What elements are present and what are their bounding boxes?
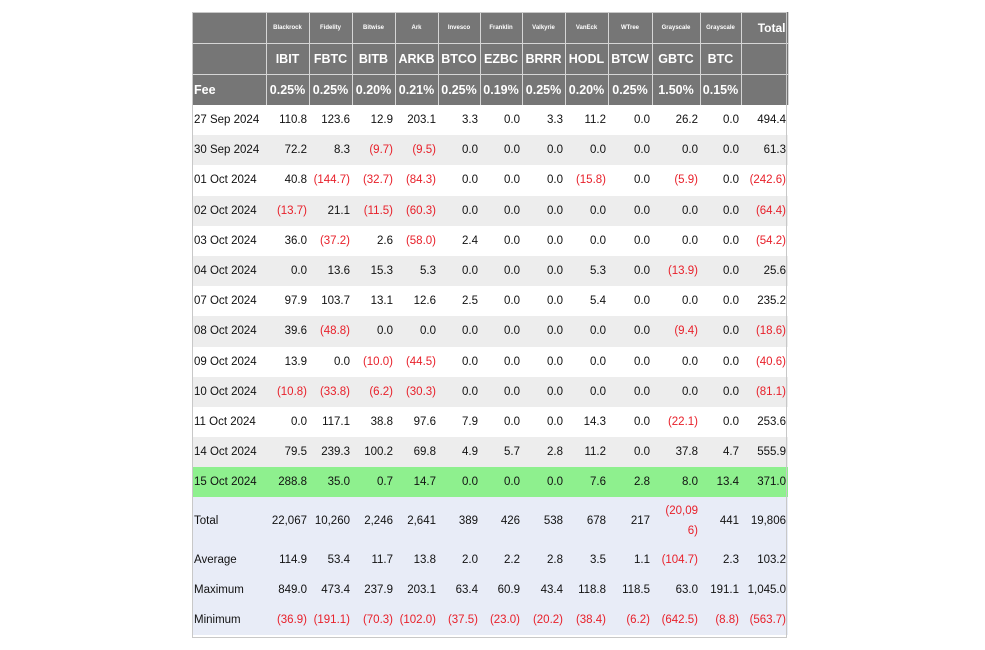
flow-cell: 12.6 [395,286,438,316]
provider-cell: Valkyrie [522,12,565,44]
date-cell: 04 Oct 2024 [192,256,266,286]
flow-cell: 0.0 [700,135,741,165]
flow-cell: 14.7 [395,467,438,497]
provider-cell: Grayscale [652,12,700,44]
row-total-cell: 494.4 [741,105,788,135]
stat-cell: 1,045.0 [741,575,788,605]
flow-cell: 0.0 [480,407,522,437]
flow-cell: 0.0 [438,467,480,497]
row-total-cell: (64.4) [741,196,788,226]
stat-cell: 3.5 [565,545,608,575]
date-cell: 30 Sep 2024 [192,135,266,165]
stat-cell: (70.3) [352,605,395,635]
fee-cell: 0.25% [309,75,352,106]
table-row [192,105,788,135]
flow-cell: 97.6 [395,407,438,437]
ticker-cell: BRRR [522,44,565,75]
flow-cell: 0.0 [522,196,565,226]
ticker-corner-cell [192,44,266,75]
stat-cell: (37.5) [438,605,480,635]
flow-cell: (22.1) [652,407,700,437]
flow-cell: 0.0 [700,256,741,286]
fee-cell: 0.15% [700,75,741,106]
stat-cell: (8.8) [700,605,741,635]
provider-cell: Invesco [438,12,480,44]
flow-cell: 0.0 [522,407,565,437]
flow-cell: 0.0 [700,286,741,316]
date-cell: 07 Oct 2024 [192,286,266,316]
flow-cell: 36.0 [266,226,309,256]
corner-cell [192,12,266,44]
flow-cell: (144.7) [309,165,352,195]
table-row [192,196,788,226]
flow-cell: 3.3 [438,105,480,135]
total-header: Total [741,12,788,44]
flow-cell: (32.7) [352,165,395,195]
row-total-cell: (81.1) [741,377,788,407]
flow-cell: (11.5) [352,196,395,226]
ticker-cell: HODL [565,44,608,75]
stat-cell: (36.9) [266,605,309,635]
date-cell: 10 Oct 2024 [192,377,266,407]
row-total-cell: 371.0 [741,467,788,497]
flow-cell: 0.0 [266,256,309,286]
fee-cell: 0.19% [480,75,522,106]
flow-cell: 0.0 [608,377,652,407]
flow-cell: 0.0 [700,165,741,195]
fee-header-row [192,75,788,106]
flow-cell: 2.8 [522,437,565,467]
fee-cell: 1.50% [652,75,700,106]
fee-cell: 0.20% [565,75,608,106]
flow-cell: 0.0 [700,316,741,346]
date-cell: 11 Oct 2024 [192,407,266,437]
flow-cell: 0.0 [608,226,652,256]
flow-cell: (30.3) [395,377,438,407]
stat-cell: (23.0) [480,605,522,635]
flow-cell: 0.0 [438,135,480,165]
flow-cell: 4.7 [700,437,741,467]
date-cell: 09 Oct 2024 [192,347,266,377]
ticker-header-row [192,44,788,75]
flow-cell: 100.2 [352,437,395,467]
flow-cell: 13.4 [700,467,741,497]
ticker-total-cell [741,44,788,75]
table-row [192,347,788,377]
provider-header-row [192,12,788,44]
ticker-cell: IBIT [266,44,309,75]
flow-cell: 13.9 [266,347,309,377]
date-cell: 08 Oct 2024 [192,316,266,346]
flow-cell: 0.0 [652,347,700,377]
row-total-cell: 235.2 [741,286,788,316]
stat-cell: 237.9 [352,575,395,605]
flow-cell: 0.0 [608,196,652,226]
ticker-cell: BTCO [438,44,480,75]
flow-cell: (58.0) [395,226,438,256]
flow-cell: 13.6 [309,256,352,286]
stat-cell: 19,806 [741,497,788,545]
stat-cell: 10,260 [309,497,352,545]
flow-cell: 0.0 [522,467,565,497]
fee-cell: 0.25% [438,75,480,106]
table-row [192,437,788,467]
flow-cell: 0.0 [522,377,565,407]
flow-cell: 0.0 [480,256,522,286]
flow-cell: 288.8 [266,467,309,497]
flow-cell: 0.0 [700,196,741,226]
flow-cell: 110.8 [266,105,309,135]
ticker-cell: ARKB [395,44,438,75]
flow-cell: (13.9) [652,256,700,286]
stat-cell: 13.8 [395,545,438,575]
table-row [192,316,788,346]
stat-cell: (191.1) [309,605,352,635]
flow-cell: 0.0 [565,377,608,407]
table-row [192,286,788,316]
table-row [192,165,788,195]
flow-cell: 0.0 [652,377,700,407]
row-total-cell: 61.3 [741,135,788,165]
stat-row-total [192,497,788,545]
flow-cell: 0.0 [438,256,480,286]
flow-cell: 0.0 [522,226,565,256]
stat-cell: 473.4 [309,575,352,605]
flow-cell: 15.3 [352,256,395,286]
table-row [192,135,788,165]
stat-cell: 2.2 [480,545,522,575]
flow-cell: 0.0 [608,256,652,286]
etf-flow-table [192,12,789,635]
flow-cell: 11.2 [565,105,608,135]
ticker-cell: GBTC [652,44,700,75]
stat-row-average [192,545,788,575]
flow-cell: (48.8) [309,316,352,346]
stat-cell: 1.1 [608,545,652,575]
flow-cell: 0.0 [608,165,652,195]
flow-cell: 0.0 [480,135,522,165]
stat-cell: 103.2 [741,545,788,575]
stat-cell: (20.2) [522,605,565,635]
flow-cell: 0.0 [565,347,608,377]
flow-cell: 0.0 [608,135,652,165]
stat-cell: 118.8 [565,575,608,605]
stat-value-wrapped: (20,096) [665,505,698,538]
stat-cell: 2,246 [352,497,395,545]
stat-cell [652,497,700,545]
flow-cell: 203.1 [395,105,438,135]
flow-cell: (37.2) [309,226,352,256]
flow-cell: 0.0 [608,105,652,135]
date-cell: 14 Oct 2024 [192,437,266,467]
flow-cell: (10.0) [352,347,395,377]
flow-cell: 0.0 [700,226,741,256]
provider-cell: Franklin [480,12,522,44]
flow-cell: 0.0 [480,226,522,256]
date-cell: 01 Oct 2024 [192,165,266,195]
stat-label: Average [192,545,266,575]
stat-label: Total [192,497,266,545]
stat-cell: 217 [608,497,652,545]
flow-cell: 0.0 [480,286,522,316]
flow-cell: (6.2) [352,377,395,407]
ticker-cell: EZBC [480,44,522,75]
row-total-cell: (54.2) [741,226,788,256]
row-total-cell: 253.6 [741,407,788,437]
flow-cell: (9.7) [352,135,395,165]
flow-cell: (9.4) [652,316,700,346]
flow-cell: 5.4 [565,286,608,316]
stat-cell: 43.4 [522,575,565,605]
flow-cell: 0.0 [608,286,652,316]
flow-cell: (60.3) [395,196,438,226]
flow-cell: 0.0 [608,437,652,467]
flow-cell: 0.0 [522,286,565,316]
flow-cell: 0.0 [309,347,352,377]
flow-cell: 0.0 [438,316,480,346]
stat-cell: (38.4) [565,605,608,635]
table-row [192,226,788,256]
flow-cell: 117.1 [309,407,352,437]
stat-cell: 22,067 [266,497,309,545]
provider-cell: Fidelity [309,12,352,44]
date-cell: 27 Sep 2024 [192,105,266,135]
flow-cell: 5.7 [480,437,522,467]
flow-cell: 0.0 [522,316,565,346]
flow-cell: (9.5) [395,135,438,165]
fee-cell: 0.21% [395,75,438,106]
stat-label: Minimum [192,605,266,635]
fee-cell: 0.25% [266,75,309,106]
stat-cell: 389 [438,497,480,545]
flow-cell: 0.0 [652,196,700,226]
flow-cell: 4.9 [438,437,480,467]
table-row [192,377,788,407]
flow-cell: 0.0 [395,316,438,346]
flow-cell: 0.0 [480,165,522,195]
flow-cell: 40.8 [266,165,309,195]
flow-cell: 123.6 [309,105,352,135]
flow-cell: 8.3 [309,135,352,165]
flow-cell: 11.2 [565,437,608,467]
stat-cell: 191.1 [700,575,741,605]
flow-cell: 0.0 [700,347,741,377]
provider-cell: Bitwise [352,12,395,44]
stat-cell: (563.7) [741,605,788,635]
table-row [192,256,788,286]
flow-cell: 2.8 [608,467,652,497]
stat-cell: 441 [700,497,741,545]
flow-cell: 239.3 [309,437,352,467]
row-total-cell: (242.6) [741,165,788,195]
flow-cell: 7.9 [438,407,480,437]
stat-cell: (102.0) [395,605,438,635]
flow-cell: 0.0 [480,316,522,346]
flow-cell: 0.0 [700,407,741,437]
flow-cell: 2.4 [438,226,480,256]
fee-cell: 0.25% [608,75,652,106]
flow-cell: 0.0 [480,467,522,497]
flow-cell: 0.0 [438,196,480,226]
flow-cell: 69.8 [395,437,438,467]
stat-cell: 11.7 [352,545,395,575]
provider-cell: Ark [395,12,438,44]
flow-cell: (44.5) [395,347,438,377]
flow-cell: (33.8) [309,377,352,407]
flow-cell: 0.0 [608,316,652,346]
flow-cell: 0.0 [700,377,741,407]
flow-cell: (84.3) [395,165,438,195]
flow-cell: 35.0 [309,467,352,497]
fee-label: Fee [192,75,266,106]
flow-cell: 79.5 [266,437,309,467]
table-row [192,407,788,437]
flow-cell: 0.0 [438,377,480,407]
ticker-cell: BTC [700,44,741,75]
provider-cell: Grayscale [700,12,741,44]
flow-cell: 26.2 [652,105,700,135]
flow-cell: 72.2 [266,135,309,165]
date-cell: 02 Oct 2024 [192,196,266,226]
fee-cell: 0.25% [522,75,565,106]
flow-cell: (13.7) [266,196,309,226]
flow-cell: 0.0 [522,165,565,195]
flow-cell: 21.1 [309,196,352,226]
ticker-cell: BTCW [608,44,652,75]
flow-cell: 0.0 [522,256,565,286]
flow-cell: 2.6 [352,226,395,256]
stat-cell: 538 [522,497,565,545]
flow-cell: 0.0 [480,105,522,135]
ticker-cell: FBTC [309,44,352,75]
flow-cell: 0.0 [565,226,608,256]
stat-cell: 60.9 [480,575,522,605]
flow-cell: 13.1 [352,286,395,316]
flow-cell: 0.0 [522,135,565,165]
stat-cell: 2,641 [395,497,438,545]
flow-cell: 0.0 [352,316,395,346]
flow-cell: (15.8) [565,165,608,195]
stat-cell: 118.5 [608,575,652,605]
stat-cell: 2.8 [522,545,565,575]
stat-cell: 678 [565,497,608,545]
stat-cell: 53.4 [309,545,352,575]
stat-cell: 114.9 [266,545,309,575]
stat-cell: 203.1 [395,575,438,605]
stat-cell: (642.5) [652,605,700,635]
stat-cell: 63.4 [438,575,480,605]
flow-cell: 0.0 [480,347,522,377]
flow-cell: 0.0 [700,105,741,135]
flow-cell: 0.0 [438,165,480,195]
flow-cell: 0.0 [608,347,652,377]
flow-cell: 37.8 [652,437,700,467]
flow-cell: 0.0 [652,226,700,256]
flow-cell: 3.3 [522,105,565,135]
row-total-cell: 555.9 [741,437,788,467]
flow-cell: (10.8) [266,377,309,407]
flow-cell: 97.9 [266,286,309,316]
table-row-highlighted [192,467,788,497]
stat-cell: (6.2) [608,605,652,635]
stat-row-minimum [192,605,788,635]
flow-cell: 14.3 [565,407,608,437]
fee-cell: 0.20% [352,75,395,106]
flow-cell: 0.0 [480,196,522,226]
date-cell: 03 Oct 2024 [192,226,266,256]
flow-cell: 5.3 [395,256,438,286]
flow-cell: 0.0 [565,196,608,226]
flow-cell: (5.9) [652,165,700,195]
flow-cell: 7.6 [565,467,608,497]
flow-cell: 103.7 [309,286,352,316]
flow-cell: 0.0 [608,407,652,437]
stat-label: Maximum [192,575,266,605]
flow-cell: 2.5 [438,286,480,316]
date-cell: 15 Oct 2024 [192,467,266,497]
stat-cell: 63.0 [652,575,700,605]
flow-cell: 0.0 [522,347,565,377]
provider-cell: VanEck [565,12,608,44]
provider-cell: Blackrock [266,12,309,44]
flow-cell: 38.8 [352,407,395,437]
ticker-cell: BITB [352,44,395,75]
flow-cell: 12.9 [352,105,395,135]
flow-cell: 0.0 [565,316,608,346]
flow-cell: 0.7 [352,467,395,497]
flow-cell: 39.6 [266,316,309,346]
flow-cell: 0.0 [266,407,309,437]
stat-row-maximum [192,575,788,605]
flow-cell: 0.0 [438,347,480,377]
row-total-cell: 25.6 [741,256,788,286]
flow-cell: 0.0 [652,286,700,316]
fee-total-cell [741,75,788,106]
stat-cell: (104.7) [652,545,700,575]
stat-cell: 2.0 [438,545,480,575]
flow-cell: 5.3 [565,256,608,286]
flow-cell: 0.0 [652,135,700,165]
row-total-cell: (40.6) [741,347,788,377]
provider-cell: WTree [608,12,652,44]
flow-cell: 8.0 [652,467,700,497]
stat-cell: 849.0 [266,575,309,605]
flow-cell: 0.0 [565,135,608,165]
stat-cell: 426 [480,497,522,545]
row-total-cell: (18.6) [741,316,788,346]
stat-cell: 2.3 [700,545,741,575]
flow-cell: 0.0 [480,377,522,407]
